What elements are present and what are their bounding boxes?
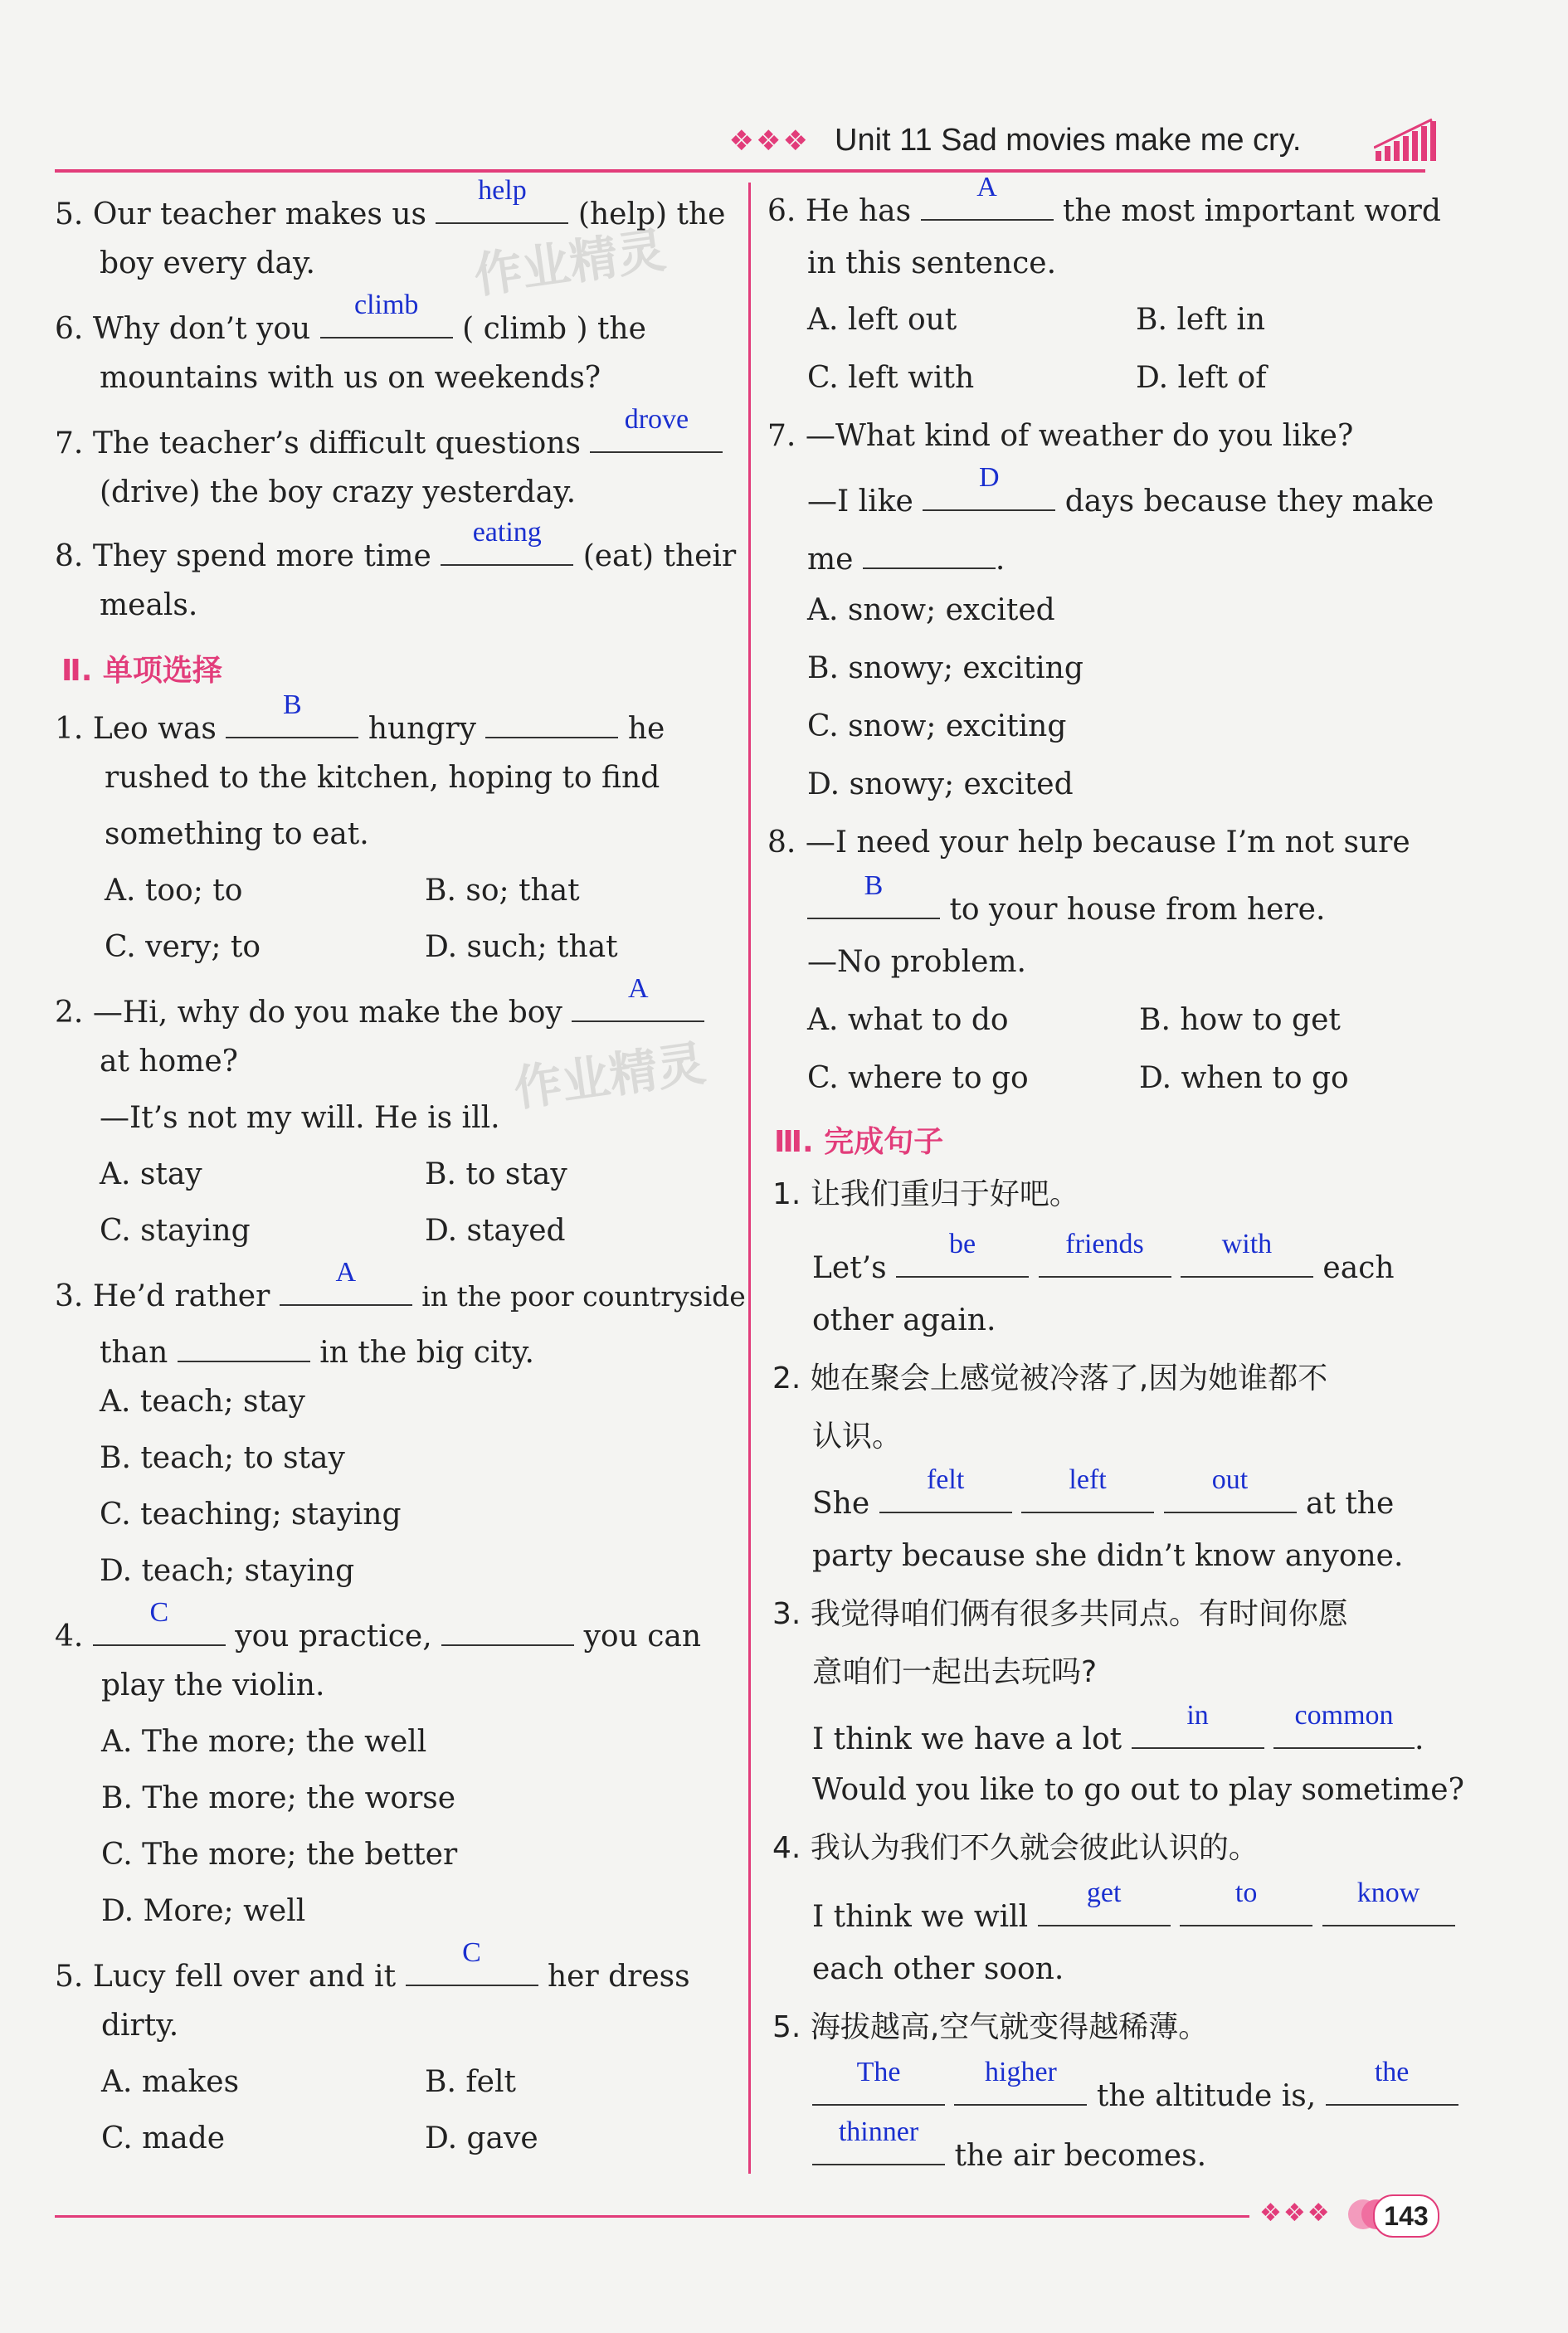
sentence-1: Let’s be friends with each [812,1229,1395,1285]
option: C. The more; the better [101,1838,458,1872]
watermark: 作业精灵 [470,222,670,304]
answer-blank[interactable]: thinner [812,2131,945,2165]
option: B. felt [425,2065,516,2099]
answer-blank[interactable]: common [1273,1714,1415,1749]
mc-question-1: 1. Leo was B hungry he [55,689,665,746]
sentence-2: She felt left out at the [812,1464,1395,1521]
answer-blank[interactable] [485,704,618,738]
question-6: 6. Why don’t you climb ( climb ) the [55,290,646,346]
answer-blank[interactable]: get [1038,1892,1171,1926]
unit-title: Unit 11 Sad movies make me cry. [835,123,1302,158]
page-number-badge [1348,2194,1439,2236]
option: C. very; to [105,930,261,964]
sentence-1-prompt: 1. 让我们重归于好吧。 [772,1177,1079,1211]
option: A. The more; the well [101,1725,427,1759]
sentence-3: I think we have a lot in common . [812,1700,1424,1756]
answer-blank[interactable]: with [1181,1243,1313,1278]
answer-blank[interactable]: drove [590,418,723,453]
mc-question-3: 3. He’d rather A in the poor countryside [55,1257,746,1313]
section-heading: Ⅱ. 单项选择 [61,654,222,688]
option: C. staying [100,1214,251,1248]
option: B. to stay [425,1157,567,1191]
option: D. More; well [101,1894,306,1928]
option: B. The more; the worse [101,1781,456,1815]
sentence-2-prompt: 2. 她在聚会上感觉被冷落了,因为她谁都不 [772,1361,1328,1395]
workbook-page: ❖❖❖ Unit 11 Sad movies make me cry. 作业精灵 作业精灵 5. Our teacher makes us help (help) the boy every day. 6. Why don’t you climb ( climb ) the mountains with us on weekends? 7. The teacher’s difficult questions drove (drive) the boy crazy yesterday. 8. They spend more time eating (eat) their meals. Ⅱ. 单项选择 1. Leo was B hungry he rushed to the kitchen, hoping to find something to eat. A. too; to B. so; that C. very; to D. such; that 2. —Hi, why do you make the boy A at home? —It’s not my will. He is ill. A. stay B. to stay C. staying D. stayed 3. He’d rather A in the poor countryside than in the big city. A. teach; stay B. teach; to stay C. teaching; staying D. teach; staying 4. C you practice, you can play the violin. A. The more; the well B. The more; the worse C. The more; the better D. More; well 5. Lucy fell over and it C her dress dirty. A. makes B. felt C. made D. gave 6. He has A the most important word in this sentence. A. left out B. left in C. left with D. left of 7. —What kind of weather do you like? —I like D days because they make me . A. snow; excited B. snowy; exciting C. snow; exciting D. snowy; excited 8. —I need your help because I’m not sure B to your house from here. —No problem. A. what to do B. how to get C. where to go D. when to go Ⅲ. 完成句子 1. 让我们重归于好吧。 Let’s be friends with each other again. 2. 她在聚会上感觉被冷落了,因为她谁都不 认识。 She felt left out at the party because she didn’t know anyone. 3. 我觉得咱们俩有很多共同点。有时间你愿 意咱们一起出去玩吗? I think we have a lot in common . Would you like to go out to play sometime? 4. 我认为我们不久就会彼此认识的。 I think we will get to know each other soon. 5. 海拔越高,空气就变得越稀薄。 The higher the altitude is, the thinner the air becomes. ❖❖❖ 143 [0,0,1568,2333]
option: B. snowy; exciting [807,651,1083,685]
answer-blank[interactable]: to [1180,1892,1312,1926]
option: A. snow; excited [807,593,1055,627]
diamond-ornament-icon: ❖❖❖ [1259,2199,1332,2228]
answer-blank[interactable]: A [921,186,1054,221]
answer-blank[interactable]: help [436,189,568,224]
sentence-5: The higher the altitude is, the [812,2071,1458,2115]
answer-blank[interactable]: climb [320,304,453,339]
answer-blank[interactable]: friends [1039,1243,1171,1278]
option: D. stayed [425,1214,566,1248]
answer-blank[interactable]: B [807,884,940,919]
option: C. made [101,2121,226,2155]
answer-blank[interactable]: A [280,1271,412,1306]
answer-blank[interactable]: The [812,2071,945,2106]
page-header [55,116,1440,173]
answer-blank[interactable]: felt [879,1478,1012,1513]
signal-bars-icon [1374,118,1440,161]
header-rule [55,169,1425,173]
option: D. when to go [1139,1061,1349,1095]
diamond-ornament-icon: ❖❖❖ [728,124,810,158]
answer-blank[interactable]: be [896,1243,1029,1278]
mc-question-5: 5. Lucy fell over and it C her dress [55,1937,690,1994]
answer-blank[interactable]: A [572,987,704,1022]
option: D. left of [1136,361,1267,395]
answer-blank[interactable]: C [93,1611,226,1646]
answer-blank[interactable] [178,1327,310,1362]
option: C. left with [807,361,975,395]
answer-blank[interactable]: D [923,476,1055,511]
answer-blank[interactable] [863,534,996,569]
option: B. teach; to stay [100,1441,345,1475]
mc-question-2: 2. —Hi, why do you make the boy A [55,987,704,1031]
option: A. makes [101,2065,240,2099]
option: D. teach; staying [100,1554,355,1588]
answer-blank[interactable]: eating [441,531,573,566]
option: C. teaching; staying [100,1498,402,1532]
question-8: 8. They spend more time eating (eat) their [55,517,737,573]
section-heading: Ⅲ. 完成句子 [774,1125,944,1159]
option: B. how to get [1139,1003,1341,1037]
answer-blank[interactable]: higher [954,2071,1087,2106]
option: A. too; to [105,874,243,908]
answer-blank[interactable]: the [1326,2071,1458,2106]
watermark: 作业精灵 [510,1035,709,1118]
option: B. so; that [425,874,580,908]
sentence-3-prompt: 3. 我觉得咱们俩有很多共同点。有时间你愿 [772,1597,1348,1631]
option: B. left in [1136,303,1266,337]
mc-question-4: 4. C you practice, you can [55,1597,702,1654]
mc-question-8: 8. —I need your help because I’m not sure [767,826,1410,860]
option: C. snow; exciting [807,709,1067,743]
answer-blank[interactable]: know [1322,1892,1455,1926]
sentence-4: I think we will get to know [812,1892,1455,1936]
answer-blank[interactable]: out [1164,1478,1297,1513]
mc-question-6: 6. He has A the most important word [767,172,1441,228]
answer-blank[interactable]: left [1021,1478,1154,1513]
mc-question-7: 7. —What kind of weather do you like? [767,419,1354,453]
option: A. stay [100,1157,202,1191]
column-divider [748,183,751,2174]
answer-blank[interactable]: B [226,704,358,738]
answer-blank[interactable]: in [1132,1714,1264,1749]
option: D. gave [425,2121,538,2155]
sentence-4-prompt: 4. 我认为我们不久就会彼此认识的。 [772,1831,1259,1865]
answer-blank[interactable]: C [406,1951,538,1986]
answer-blank[interactable] [441,1611,574,1646]
option: A. teach; stay [100,1385,305,1419]
footer-rule [55,2215,1249,2218]
option: D. such; that [425,930,618,964]
option: C. where to go [807,1061,1029,1095]
option: D. snowy; excited [807,767,1074,801]
option: A. left out [807,303,957,337]
question-7: 7. The teacher’s difficult questions drove [55,418,723,462]
sentence-5-prompt: 5. 海拔越高,空气就变得越稀薄。 [772,2010,1209,2044]
page-number: 143 [1373,2194,1439,2238]
option: A. what to do [807,1003,1009,1037]
question-5: 5. Our teacher makes us help (help) the [55,175,726,231]
